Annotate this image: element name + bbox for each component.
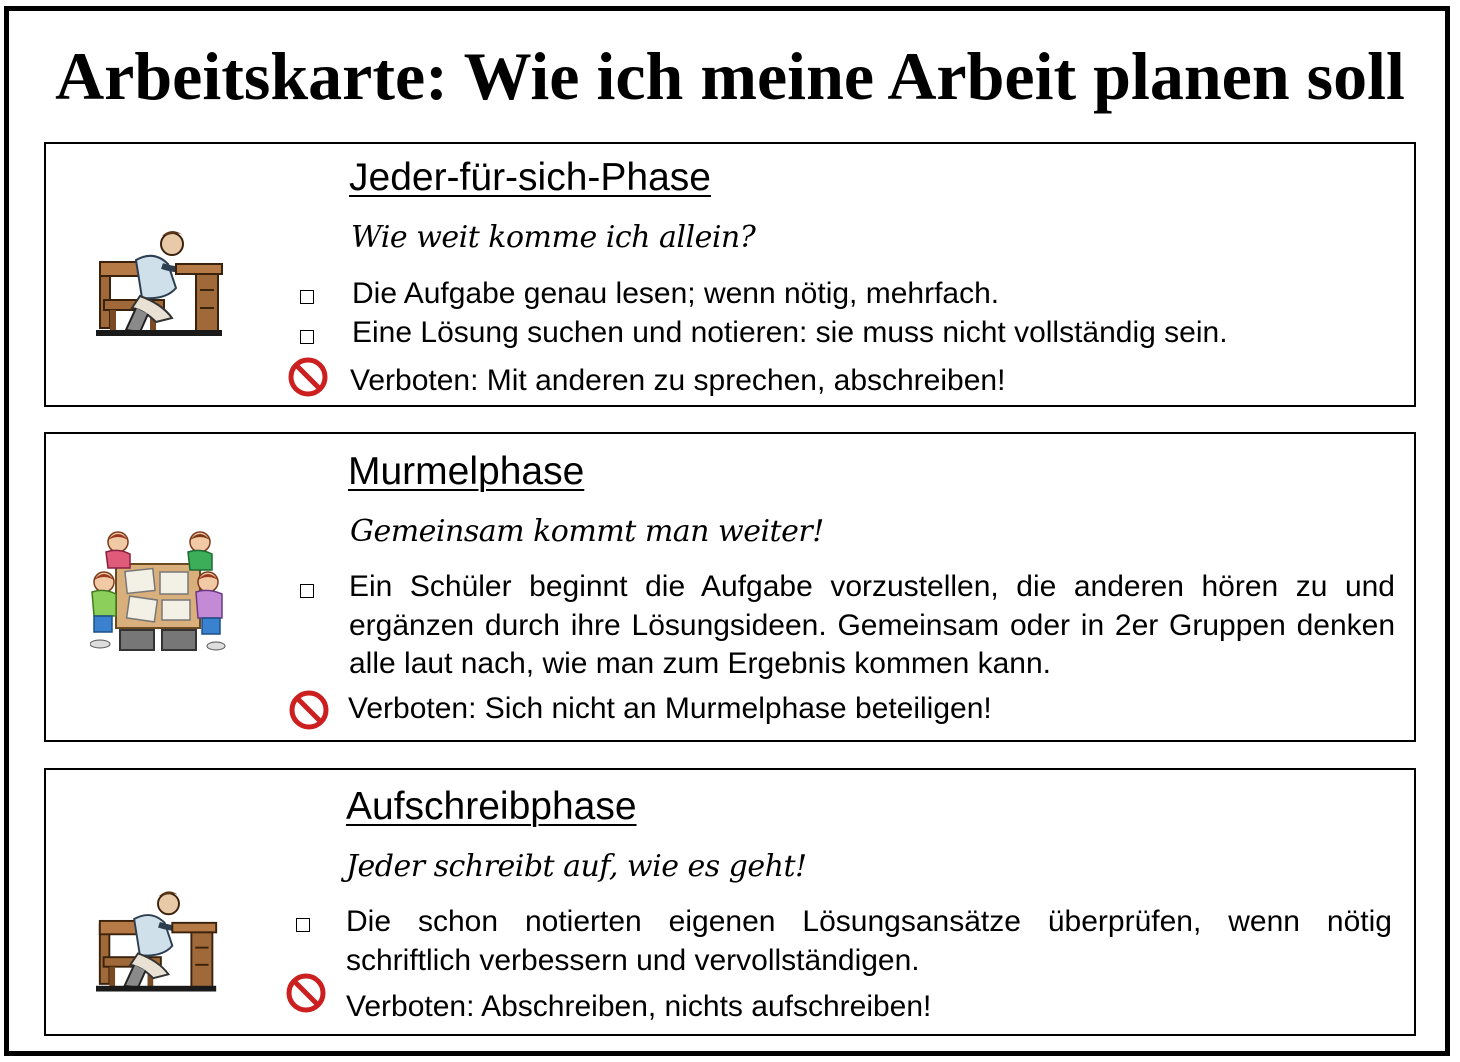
children-group-illustration	[90, 530, 226, 656]
phase-motto: Gemeinsam kommt man weiter!	[350, 514, 824, 549]
forbidden-rule: Verboten: Abschreiben, nichts aufschreiben!	[346, 990, 932, 1023]
task-item: Die schon notierten eigenen Lösungsansätze überprüfen, wenn nötig schriftlich verbessern und vervollständigen.	[346, 905, 1392, 977]
forbidden-icon	[285, 972, 327, 1014]
checkbox[interactable]	[296, 918, 310, 932]
task-item: Ein Schüler beginnt die Aufgabe vorzustellen, die anderen hören zu und ergänzen durch ihre Lösungsideen. Gemeinsam oder in 2er Gruppen denken alle laut nach, wie man zum Ergebnis kommen kann.	[349, 570, 1395, 680]
student-at-desk-illustration	[96, 884, 220, 996]
phase-heading: Aufschreibphase	[346, 785, 637, 828]
phase-card-jeder-fuer-sich	[44, 142, 1416, 407]
forbidden-rule: Verboten: Mit anderen zu sprechen, abschreiben!	[350, 364, 1006, 397]
phase-card-murmelphase	[44, 432, 1416, 742]
phase-motto: Jeder schreibt auf, wie es geht!	[346, 849, 807, 884]
phase-motto: Wie weit komme ich allein?	[351, 220, 756, 255]
forbidden-icon	[287, 356, 329, 398]
phase-heading: Jeder-für-sich-Phase	[349, 156, 711, 199]
task-item: Eine Lösung suchen und notieren: sie muss nicht vollständig sein.	[352, 316, 1228, 349]
student-at-desk-illustration	[96, 226, 226, 338]
checkbox[interactable]	[300, 330, 314, 344]
checkbox[interactable]	[300, 584, 314, 598]
forbidden-icon	[288, 689, 330, 731]
checkbox[interactable]	[300, 290, 314, 304]
forbidden-rule: Verboten: Sich nicht an Murmelphase beteiligen!	[348, 692, 992, 725]
page-title: Arbeitskarte: Wie ich meine Arbeit planen soll	[55, 38, 1405, 114]
task-item: Die Aufgabe genau lesen; wenn nötig, mehrfach.	[352, 277, 1000, 310]
phase-card-aufschreibphase	[44, 768, 1416, 1036]
phase-heading: Murmelphase	[348, 450, 585, 493]
